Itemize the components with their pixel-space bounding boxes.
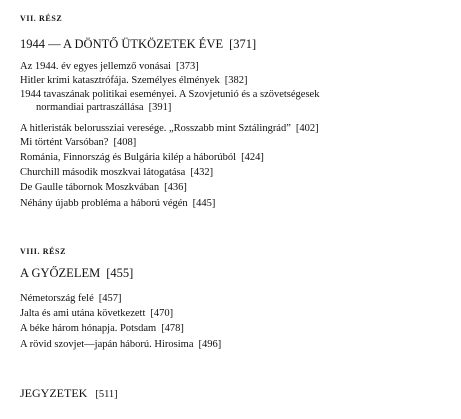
part-vii-label: VII. RÉSZ — [20, 14, 63, 23]
toc-entry[interactable] — [20, 74, 445, 87]
toc-entry-text-continued: normandiai partraszállása — [36, 102, 144, 113]
toc-entry-text: A béke három hónapja. Potsdam — [20, 323, 157, 334]
toc-entry-page: [432] — [190, 167, 214, 178]
toc-entry-page: [424] — [241, 152, 264, 163]
toc-entry-text: Jalta és ami utána következett — [20, 308, 146, 319]
toc-entry[interactable] — [20, 292, 445, 305]
toc-entry[interactable] — [20, 88, 445, 114]
toc-entry[interactable] — [20, 307, 445, 320]
toc-entry[interactable] — [20, 122, 445, 135]
toc-entry-text: Románia, Finnország és Bulgária kilép a háborúból — [20, 152, 237, 163]
toc-entry[interactable] — [20, 181, 445, 194]
toc-entry-text: A hitleristák belorussziai veresége. „Rosszabb mint Sztálingrád” — [20, 123, 291, 134]
toc-entry-text: 1944 tavaszának politikai eseményei. A Szovjetunió és a szövetségesek — [20, 89, 320, 100]
toc-entry-page: [402] — [295, 123, 319, 134]
toc-entry[interactable] — [20, 197, 445, 210]
toc-entry-page: [436] — [164, 182, 187, 193]
toc-entry-text: Churchill második moszkvai látogatása — [20, 167, 186, 178]
toc-entry-page: [408] — [113, 137, 137, 148]
toc-entry-text: A rövid szovjet—japán háború. Hirosima — [20, 339, 194, 350]
toc-entry[interactable] — [20, 136, 445, 149]
notes-title: JEGYZETEK — [20, 386, 88, 400]
toc-entry-page: [457] — [98, 293, 122, 304]
toc-entry-page: [496] — [198, 339, 222, 350]
toc-entry-page: [373] — [176, 61, 199, 72]
toc-entry-text: Németország felé — [20, 293, 94, 304]
toc-entry[interactable] — [20, 338, 445, 351]
part-vii-title-page: [371] — [229, 37, 257, 51]
toc-entry-page: [470] — [150, 308, 174, 319]
toc-entry-text: Hitler krími katasztrófája. Személyes élmények — [20, 75, 220, 86]
part-vii-title-text: 1944 — A DÖNTŐ ÜTKÖZETEK ÉVE — [20, 37, 224, 51]
toc-entry-text: De Gaulle tábornok Moszkvában — [20, 182, 160, 193]
notes-page: [511] — [95, 389, 118, 400]
toc-entry-text: Mi történt Varsóban? — [20, 137, 109, 148]
toc-entry-text: Néhány újabb probléma a háború végén — [20, 198, 188, 209]
toc-entry-text: Az 1944. év egyes jellemző vonásai — [20, 61, 172, 72]
toc-entry-page: [445] — [192, 198, 216, 209]
part-viii-title-page: [455] — [106, 266, 134, 280]
part-viii-title — [20, 266, 133, 281]
part-vii-title — [20, 37, 256, 52]
toc-entry[interactable] — [20, 151, 445, 164]
toc-entry-page: [478] — [161, 323, 184, 334]
toc-entry-page: [382] — [224, 75, 248, 86]
notes-entry[interactable] — [20, 386, 118, 401]
toc-entry-page: [391] — [148, 102, 172, 113]
toc-entry[interactable] — [20, 60, 445, 73]
toc-entry[interactable] — [20, 166, 445, 179]
part-viii-title-text: A GYŐZELEM — [20, 266, 101, 280]
toc-entry[interactable] — [20, 322, 445, 335]
part-viii-label: VIII. RÉSZ — [20, 247, 67, 256]
